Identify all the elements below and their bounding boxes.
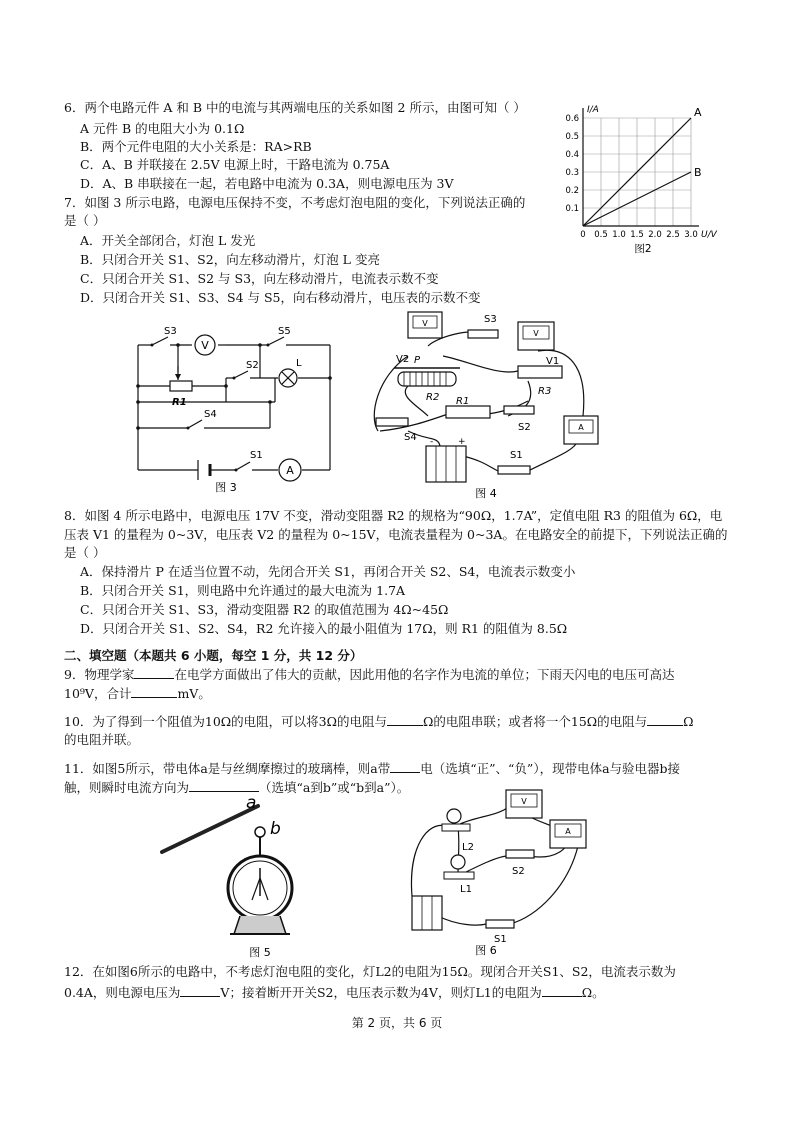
q12-line2 (64, 984, 605, 1001)
q7-option-c: C．只闭合开关 S1、S2 与 S3，向左移动滑片，电流表示数不变 (80, 271, 439, 286)
x-axis-label: U/V (701, 230, 717, 240)
q9-blank-1[interactable] (134, 666, 174, 679)
q12-blank-2[interactable] (542, 984, 582, 997)
fig5-b-label: b (270, 819, 281, 839)
battery-icon (412, 896, 442, 930)
q11-line1 (64, 760, 680, 777)
q7-option-b: B．只闭合开关 S1、S2，向左移动滑片，灯泡 L 变亮 (80, 252, 380, 267)
bulb-icon (447, 809, 461, 823)
y-tick-label: 0.3 (565, 168, 579, 178)
figure-2-chart (555, 105, 735, 258)
x-tick-label: 1.5 (630, 230, 644, 240)
fig4-s1-label: S1 (510, 450, 523, 461)
svg-text:V: V (422, 319, 428, 328)
fig4-v1-label: V1 (546, 356, 560, 367)
q11-part-a: 11．如图5所示，带电体a是与丝绸摩擦过的玻璃棒，则a带 (64, 761, 391, 776)
svg-text:A: A (578, 423, 584, 432)
fig3-r1-label: R1 (172, 397, 187, 408)
q6-option-a: A 元件 B 的电阻大小为 0.1Ω (80, 121, 245, 136)
figure-4-circuit-photo (368, 306, 603, 501)
q11-part-d: （选填“a到b”或“b到a”）。 (259, 780, 410, 795)
q12-blank-1[interactable] (180, 984, 220, 997)
svg-text:A: A (565, 827, 571, 836)
y-tick-label: 0.6 (565, 114, 579, 124)
svg-text:-: - (430, 437, 434, 447)
fig3-s2-label: S2 (246, 360, 259, 371)
fig4-s4-label: S4 (404, 432, 417, 443)
q12-part-a: 12．在如图6所示的电路中，不考虑灯泡电阻的变化，灯L2的电阻为15Ω。现闭合开关S1、S2，电流表示数为 (64, 964, 676, 979)
q8-stem-line1: 8．如图 4 所示电路中，电源电压 17V 不变，滑动变阻器 R2 的规格为“90Ω，1.7A”，定值电阻 R3 的阻值为 6Ω，电 (64, 508, 723, 523)
svg-text:+: + (458, 437, 466, 447)
q8-option-d: D．只闭合开关 S1、S2、S4，R2 允许接入的最小阻值为 17Ω，则 R1 的阻值为 8.5Ω (80, 621, 568, 636)
fig6-caption: 图 6 (475, 944, 497, 957)
q6-option-d: D．A、B 串联接在一起，若电路中电流为 0.3A，则电源电压为 3V (80, 176, 454, 191)
fig4-p-label: P (414, 355, 421, 366)
figure-5-electroscope (150, 793, 320, 959)
series-label-a: A (694, 106, 702, 119)
series-label-b: B (694, 166, 702, 179)
q8-option-c: C．只闭合开关 S1、S3，滑动变阻器 R2 的取值范围为 4Ω~45Ω (80, 602, 449, 617)
fig3-lamp-label: L (296, 358, 302, 369)
fig6-s1-label: S1 (494, 934, 507, 945)
q11-blank-1[interactable] (390, 760, 420, 773)
x-tick-label: 2.0 (648, 230, 662, 240)
q12-part-b: 0.4A，则电源电压为 (64, 985, 181, 1000)
glass-rod-icon (162, 806, 258, 852)
q6-stem: 6．两个电路元件 A 和 B 中的电流与其两端电压的关系如图 2 所示，由图可知（ ） (64, 100, 526, 115)
q7-stem-line1: 7．如图 3 所示电路，电源电压保持不变，不考虑灯泡电阻的变化，下列说法正确的 (64, 195, 526, 210)
q8-stem-line2: 压表 V1 的量程为 0~3V，电压表 V2 的量程为 0~15V，电流表量程为 0~3A。在电路安全的前提下，下列说法正确的 (64, 527, 728, 542)
fig6-l1-label: L1 (460, 884, 472, 895)
fig6-s2-label: S2 (512, 866, 525, 877)
q10-blank-1[interactable] (387, 713, 423, 726)
y-tick-label: 0.1 (565, 204, 579, 214)
x-tick-label: 1.0 (612, 230, 626, 240)
q8-option-b: B．只闭合开关 S1，则电路中允许通过的最大电流为 1.7A (80, 583, 406, 598)
svg-text:V: V (533, 329, 539, 338)
fig4-s3-label: S3 (484, 314, 497, 325)
fig4-r1-label: R1 (456, 396, 470, 407)
y-tick-label: 0.2 (565, 186, 579, 196)
q9-blank-2[interactable] (131, 685, 177, 698)
y-tick-label: 0.5 (565, 132, 579, 142)
y-tick-label: 0.4 (565, 150, 579, 160)
fig3-caption: 图 3 (215, 481, 237, 494)
fig4-s2-label: S2 (518, 422, 531, 433)
x-tick-label: 0 (580, 230, 586, 240)
q7-option-d: D．只闭合开关 S1、S3、S4 与 S5，向右移动滑片，电压表的示数不变 (80, 290, 481, 305)
q10-part-b: Ω的电阻串联；或者将一个15Ω的电阻与 (423, 714, 648, 729)
x-tick-label: 3.0 (684, 230, 698, 240)
q11-part-c: 触，则瞬时电流方向为 (64, 780, 190, 795)
fig4-r3-label: R3 (538, 386, 552, 397)
fig5-caption: 图 5 (249, 946, 271, 959)
q11-blank-2[interactable] (189, 779, 259, 792)
fig4-v2-label: V2 (396, 354, 410, 365)
q7-stem-line2: 是（ ） (64, 213, 106, 228)
q7-option-a: A．开关全部闭合，灯泡 L 发光 (80, 233, 256, 248)
fig5-a-label: a (246, 793, 257, 813)
x-tick-label: 2.5 (666, 230, 680, 240)
figure-3-circuit (130, 320, 345, 495)
q6-option-b: B．两个元件电阻的大小关系是：RA>RB (80, 139, 312, 154)
fig3-voltmeter-label: V (201, 339, 209, 352)
q10-blank-2[interactable] (647, 713, 683, 726)
q11-part-b: 电（选填“正”、“负”），现带电体a与验电器b接 (420, 761, 681, 776)
fig3-s3-label: S3 (164, 326, 177, 337)
q10-line1 (64, 713, 694, 730)
x-tick-label: 0.5 (594, 230, 608, 240)
fig3-s5-label: S5 (278, 326, 291, 337)
q9-part-b: 在电学方面做出了伟大的贡献，因此用他的名字作为电流的单位；下雨天闪电的电压可高达 (174, 667, 675, 682)
q11-line2 (64, 779, 409, 796)
section-title-fill-in: 二、填空题（本题共 6 小题，每空 1 分，共 12 分） (64, 648, 363, 663)
q9-part-d: mV。 (177, 686, 211, 701)
figure-6-circuit-photo (398, 786, 598, 958)
q12-part-c: V；接着断开开关S2，电压表示数为4V，则灯L1的电阻为 (220, 985, 542, 1000)
electroscope-icon (228, 827, 292, 934)
svg-text:V: V (521, 797, 527, 806)
fig3-s1-label: S1 (250, 450, 263, 461)
q8-stem-line3: 是（ ） (64, 545, 106, 560)
q9-part-a: 9．物理学家 (64, 667, 135, 682)
fig4-caption: 图 4 (475, 487, 497, 500)
q10-part-a: 10．为了得到一个阻值为10Ω的电阻，可以将3Ω的电阻与 (64, 714, 387, 729)
q12-part-d: Ω。 (581, 985, 605, 1000)
q10-part-c: Ω (683, 714, 694, 729)
q6-option-c: C．A、B 并联接在 2.5V 电源上时，干路电流为 0.75A (80, 157, 390, 172)
q9-part-c: 10⁹V，合计 (64, 686, 132, 701)
fig3-ammeter-label: A (286, 464, 294, 477)
page-footer: 第 2 页，共 6 页 (351, 1016, 443, 1030)
fig6-l2-label: L2 (462, 842, 474, 853)
fig2-caption: 图2 (634, 243, 652, 255)
bulb-icon (451, 855, 465, 869)
q9-line1 (64, 666, 674, 683)
q8-option-a: A．保持滑片 P 在适当位置不动，先闭合开关 S1，再闭合开关 S2、S4，电流表示数变小 (80, 564, 576, 579)
q10-part-d: 的电阻并联。 (64, 732, 140, 747)
y-axis-label: I/A (587, 105, 599, 115)
fig4-r2-label: R2 (426, 392, 440, 403)
q9-line2 (64, 685, 211, 702)
fig3-s4-label: S4 (204, 409, 217, 420)
